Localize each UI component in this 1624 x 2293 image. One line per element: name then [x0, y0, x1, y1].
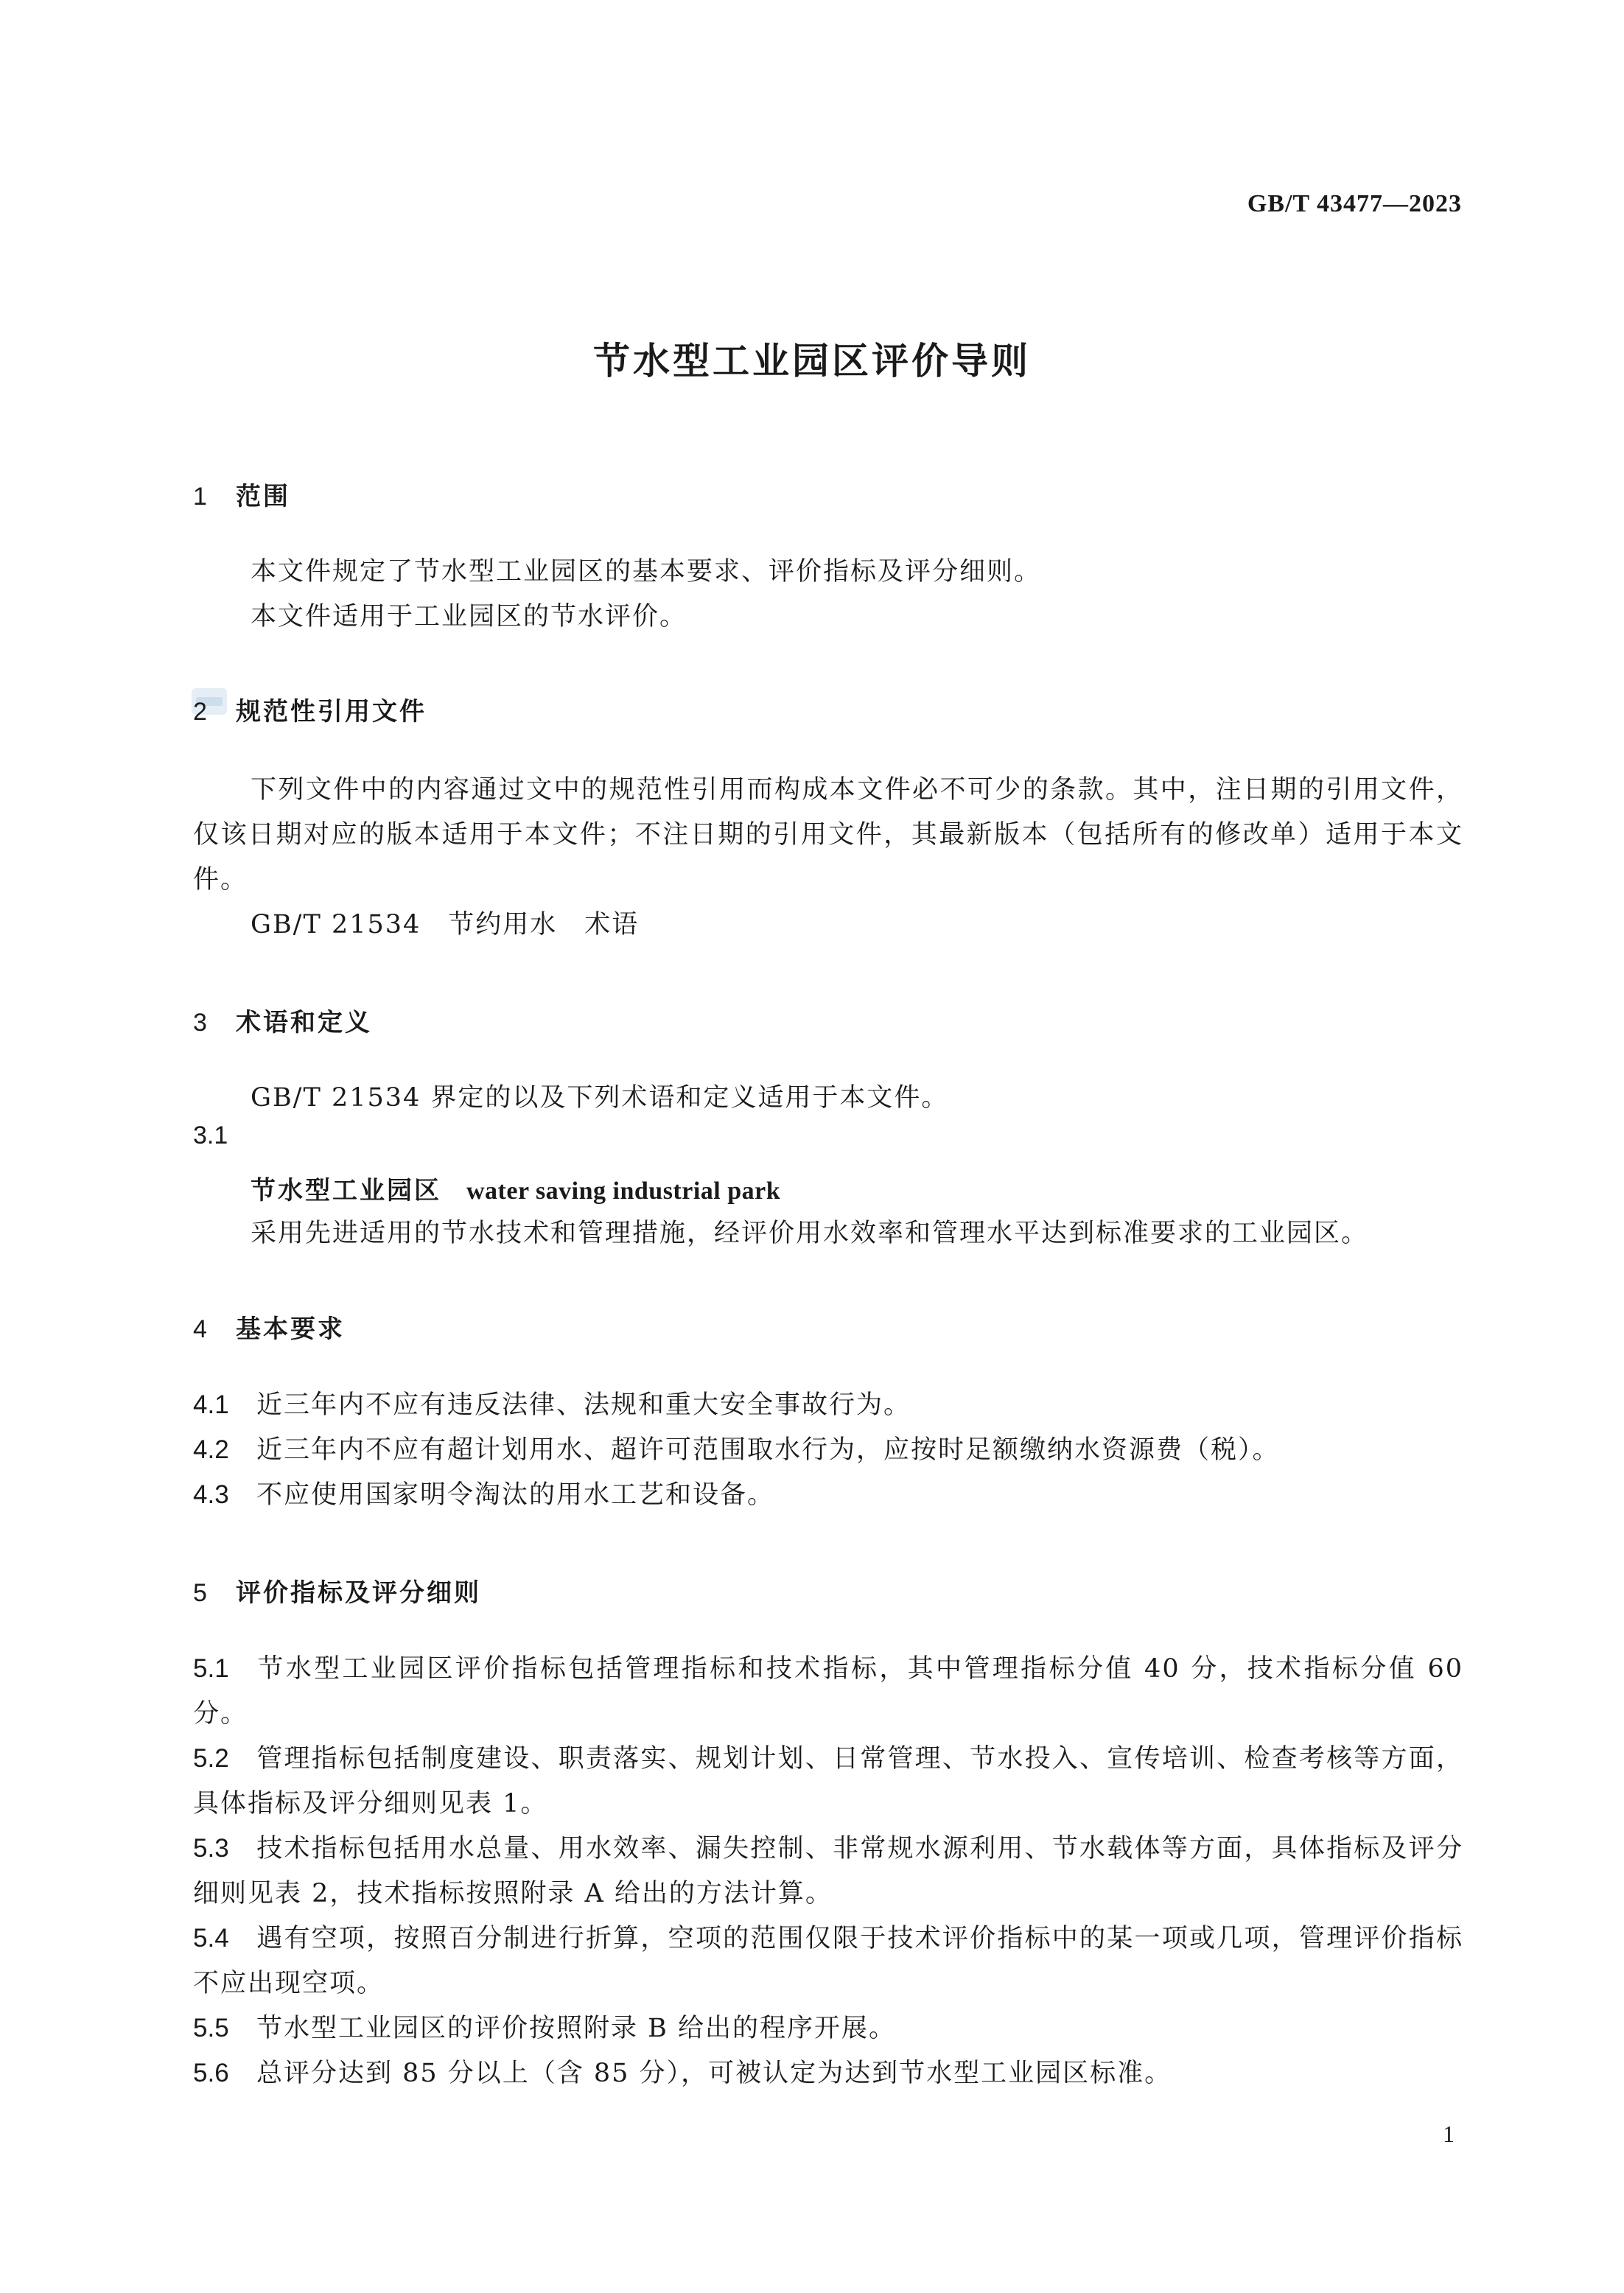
clause-5-4: [193, 1916, 1463, 2006]
section-number: 2: [193, 698, 209, 726]
clause-text: 管理指标包括制度建设、职责落实、规划计划、日常管理、节水投入、宣传培训、检查考核等方面，具体指标及评分细则见表 1。: [193, 1744, 1463, 1818]
section-title: 范围: [236, 482, 290, 511]
section-title: 术语和定义: [236, 1008, 372, 1037]
term-chinese: 节水型工业园区: [251, 1176, 441, 1205]
clause-number: 4.1: [193, 1390, 229, 1419]
document-title: 节水型工业园区评价导则: [593, 340, 1031, 382]
section-title: 评价指标及评分细则: [236, 1578, 481, 1608]
section-3-heading: [193, 1002, 372, 1038]
clause-text: 遇有空项，按照百分制进行折算，空项的范围仅限于技术评价指标中的某一项或几项，管理评价指标不应出现空项。: [193, 1924, 1463, 1998]
section-1-para-2: 本文件适用于工业园区的节水评价。: [251, 602, 687, 631]
clause-5-2: [193, 1736, 1463, 1827]
clause-number: 5.1: [193, 1654, 229, 1683]
section-1-para-1: 本文件规定了节水型工业园区的基本要求、评价指标及评分细则。: [251, 557, 1042, 587]
clause-text: 技术指标包括用水总量、用水效率、漏失控制、非常规水源利用、节水载体等方面，具体指标及评分细则见表 2，技术指标按照附录 A 给出的方法计算。: [193, 1834, 1463, 1908]
normative-reference: GB/T 21534 节约用水 术语: [251, 910, 640, 939]
section-5-heading: [193, 1572, 481, 1608]
section-number: 5: [193, 1579, 209, 1607]
clause-5-5: [193, 2006, 1463, 2051]
clause-4-3: [193, 1472, 1463, 1518]
standard-number: GB/T 43477—2023: [1247, 190, 1462, 217]
term-definition: 采用先进适用的节水技术和管理措施，经评价用水效率和管理水平达到标准要求的工业园区。: [251, 1219, 1369, 1248]
term-number: 3.1: [193, 1121, 228, 1149]
clause-number: 5.4: [193, 1924, 229, 1953]
term-entry: [251, 1170, 780, 1206]
clause-number: 5.3: [193, 1834, 229, 1863]
clause-text: 近三年内不应有违反法律、法规和重大安全事故行为。: [256, 1390, 911, 1420]
clause-number: 5.6: [193, 2059, 229, 2087]
clause-4-2: [193, 1427, 1463, 1473]
clause-5-3: [193, 1826, 1463, 1916]
section-title: 基本要求: [236, 1314, 345, 1344]
clause-number: 5.5: [193, 2014, 229, 2042]
section-3-intro: GB/T 21534 界定的以及下列术语和定义适用于本文件。: [251, 1083, 949, 1113]
clause-4-1: [193, 1382, 1463, 1428]
section-4-heading: [193, 1309, 345, 1345]
clause-5-1: [193, 1646, 1463, 1737]
clause-5-6: [193, 2051, 1463, 2096]
clause-text: 节水型工业园区的评价按照附录 B 给出的程序开展。: [256, 2014, 896, 2043]
clause-text: 节水型工业园区评价指标包括管理指标和技术指标，其中管理指标分值 40 分，技术指标分值 60 分。: [193, 1654, 1463, 1729]
section-2-heading: [193, 691, 427, 727]
clause-text: 不应使用国家明令淘汰的用水工艺和设备。: [256, 1480, 775, 1510]
section-title: 规范性引用文件: [236, 697, 427, 727]
section-1-heading: [193, 476, 290, 512]
section-number: 3: [193, 1009, 209, 1037]
clause-text: 近三年内不应有超计划用水、超许可范围取水行为，应按时足额缴纳水资源费（税）。: [256, 1435, 1280, 1465]
clause-text: 总评分达到 85 分以上（含 85 分），可被认定为达到节水型工业园区标准。: [256, 2059, 1172, 2088]
section-number: 4: [193, 1315, 209, 1343]
page-number: 1: [1443, 2121, 1455, 2147]
section-2-para-1: 下列文件中的内容通过文中的规范性引用而构成本文件必不可少的条款。其中，注日期的引用文件，仅该日期对应的版本适用于本文件；不注日期的引用文件，其最新版本（包括所有的修改单）适用于本文件。: [193, 775, 1463, 895]
clause-number: 4.3: [193, 1480, 229, 1509]
clause-number: 5.2: [193, 1744, 229, 1773]
clause-number: 4.2: [193, 1435, 229, 1464]
term-english: water saving industrial park: [466, 1177, 781, 1205]
section-number: 1: [193, 483, 209, 511]
